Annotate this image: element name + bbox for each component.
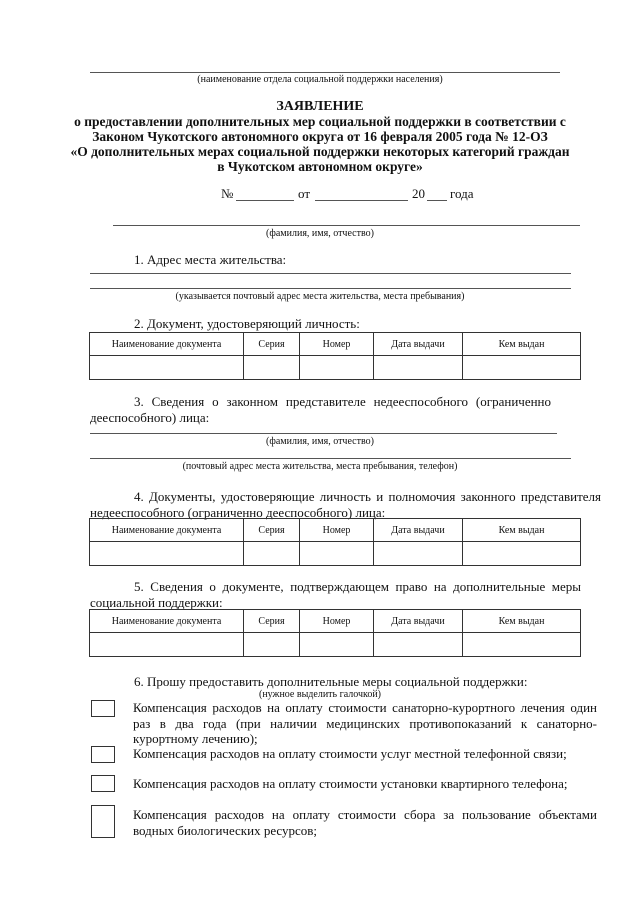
- col-series: Серия: [244, 333, 300, 356]
- applicant-fio-caption: (фамилия, имя, отчество): [266, 228, 374, 239]
- col-doc-name: Наименование документа: [90, 610, 244, 633]
- section6-label: 6. Прошу предоставить дополнительные меры социальной поддержки:: [134, 674, 528, 689]
- cell-series[interactable]: [244, 356, 300, 380]
- col-issue-date: Дата выдачи: [374, 333, 463, 356]
- cell-number[interactable]: [300, 633, 374, 657]
- form-title-line1: о предоставлении дополнительных мер социальной поддержки в соответствии с: [74, 114, 566, 129]
- option-sanatorium-checkbox[interactable]: [91, 700, 115, 717]
- cell-issue-date[interactable]: [374, 542, 463, 566]
- cell-doc-name[interactable]: [90, 633, 244, 657]
- number-field[interactable]: [236, 200, 294, 201]
- col-doc-name: Наименование документа: [90, 333, 244, 356]
- dept-name-caption: (наименование отдела социальной поддержки населения): [197, 74, 443, 85]
- col-issued-by: Кем выдан: [463, 519, 581, 542]
- year-field[interactable]: [427, 200, 447, 201]
- form-title-line2: Законом Чукотского автономного округа от 16 февраля 2005 года № 12-ОЗ: [92, 129, 548, 144]
- number-sign: №: [221, 186, 234, 201]
- section1-label: 1. Адрес места жительства:: [134, 252, 287, 267]
- option-sanatorium-text: Компенсация расходов на оплату стоимости санаторно-курортного лечения один раз в два года (при наличии медицинских противопоказаний к санаторно-курортному лечению);: [133, 700, 597, 746]
- col-number: Номер: [300, 519, 374, 542]
- identity-document-table: [89, 332, 581, 380]
- table-header-row: [90, 333, 581, 356]
- col-issued-by: Кем выдан: [463, 610, 581, 633]
- cell-series[interactable]: [244, 542, 300, 566]
- entitlement-document-table: [89, 609, 581, 657]
- col-number: Номер: [300, 333, 374, 356]
- cell-issued-by[interactable]: [463, 542, 581, 566]
- address-line-1[interactable]: [90, 273, 571, 274]
- cell-doc-name[interactable]: [90, 356, 244, 380]
- form-title-line4: в Чукотском автономном округе»: [217, 159, 423, 174]
- section6-caption: (нужное выделить галочкой): [258, 689, 382, 700]
- col-series: Серия: [244, 519, 300, 542]
- year-prefix: 20: [412, 186, 425, 201]
- option-local-phone-checkbox[interactable]: [91, 746, 115, 763]
- cell-number[interactable]: [300, 356, 374, 380]
- cell-issue-date[interactable]: [374, 633, 463, 657]
- cell-issued-by[interactable]: [463, 356, 581, 380]
- option-water-resources-text: Компенсация расходов на оплату стоимости сбора за пользование объектами водных биологических ресурсов;: [133, 807, 597, 838]
- col-series: Серия: [244, 610, 300, 633]
- table-row: [90, 542, 581, 566]
- section2-label: 2. Документ, удостоверяющий личность:: [134, 316, 360, 331]
- option-local-phone-text: Компенсация расходов на оплату стоимости услуг местной телефонной связи;: [133, 746, 567, 761]
- date-field[interactable]: [315, 200, 408, 201]
- form-title-line3: «О дополнительных мерах социальной поддержки некоторых категорий граждан: [70, 144, 570, 159]
- option-water-resources-checkbox[interactable]: [91, 805, 115, 838]
- cell-issued-by[interactable]: [463, 633, 581, 657]
- table-header-row: [90, 610, 581, 633]
- date-from-label: от: [298, 186, 311, 201]
- representative-address-caption: (почтовый адрес места жительства, места пребывания, телефон): [182, 461, 458, 472]
- representative-document-table: [89, 518, 581, 566]
- cell-series[interactable]: [244, 633, 300, 657]
- form-heading: ЗАЯВЛЕНИЕ: [276, 99, 364, 114]
- col-doc-name: Наименование документа: [90, 519, 244, 542]
- cell-issue-date[interactable]: [374, 356, 463, 380]
- option-phone-install-text: Компенсация расходов на оплату стоимости установки квартирного телефона;: [133, 776, 568, 791]
- section3-label: 3. Сведения о законном представителе недееспособного (ограниченно дееспособного) лица:: [90, 394, 551, 425]
- section5-label: 5. Сведения о документе, подтверждающем право на дополнительные меры социальной поддержки:: [90, 579, 581, 610]
- table-row: [90, 633, 581, 657]
- col-issued-by: Кем выдан: [463, 333, 581, 356]
- cell-doc-name[interactable]: [90, 542, 244, 566]
- cell-number[interactable]: [300, 542, 374, 566]
- year-word: года: [450, 186, 474, 201]
- option-phone-install-checkbox[interactable]: [91, 775, 115, 792]
- address-line-2[interactable]: [90, 288, 571, 289]
- representative-fio-caption: (фамилия, имя, отчество): [266, 436, 374, 447]
- col-issue-date: Дата выдачи: [374, 610, 463, 633]
- col-number: Номер: [300, 610, 374, 633]
- address-caption: (указывается почтовый адрес места жительства, места пребывания): [175, 291, 465, 302]
- representative-address-line[interactable]: [90, 458, 571, 459]
- table-row: [90, 356, 581, 380]
- table-header-row: [90, 519, 581, 542]
- applicant-fio-line[interactable]: [113, 225, 580, 226]
- representative-fio-line[interactable]: [90, 433, 557, 434]
- section4-label: 4. Документы, удостоверяющие личность и полномочия законного представителя недееспособного (ограниченно дееспособного) лица:: [90, 489, 601, 520]
- dept-name-line[interactable]: [90, 72, 560, 73]
- col-issue-date: Дата выдачи: [374, 519, 463, 542]
